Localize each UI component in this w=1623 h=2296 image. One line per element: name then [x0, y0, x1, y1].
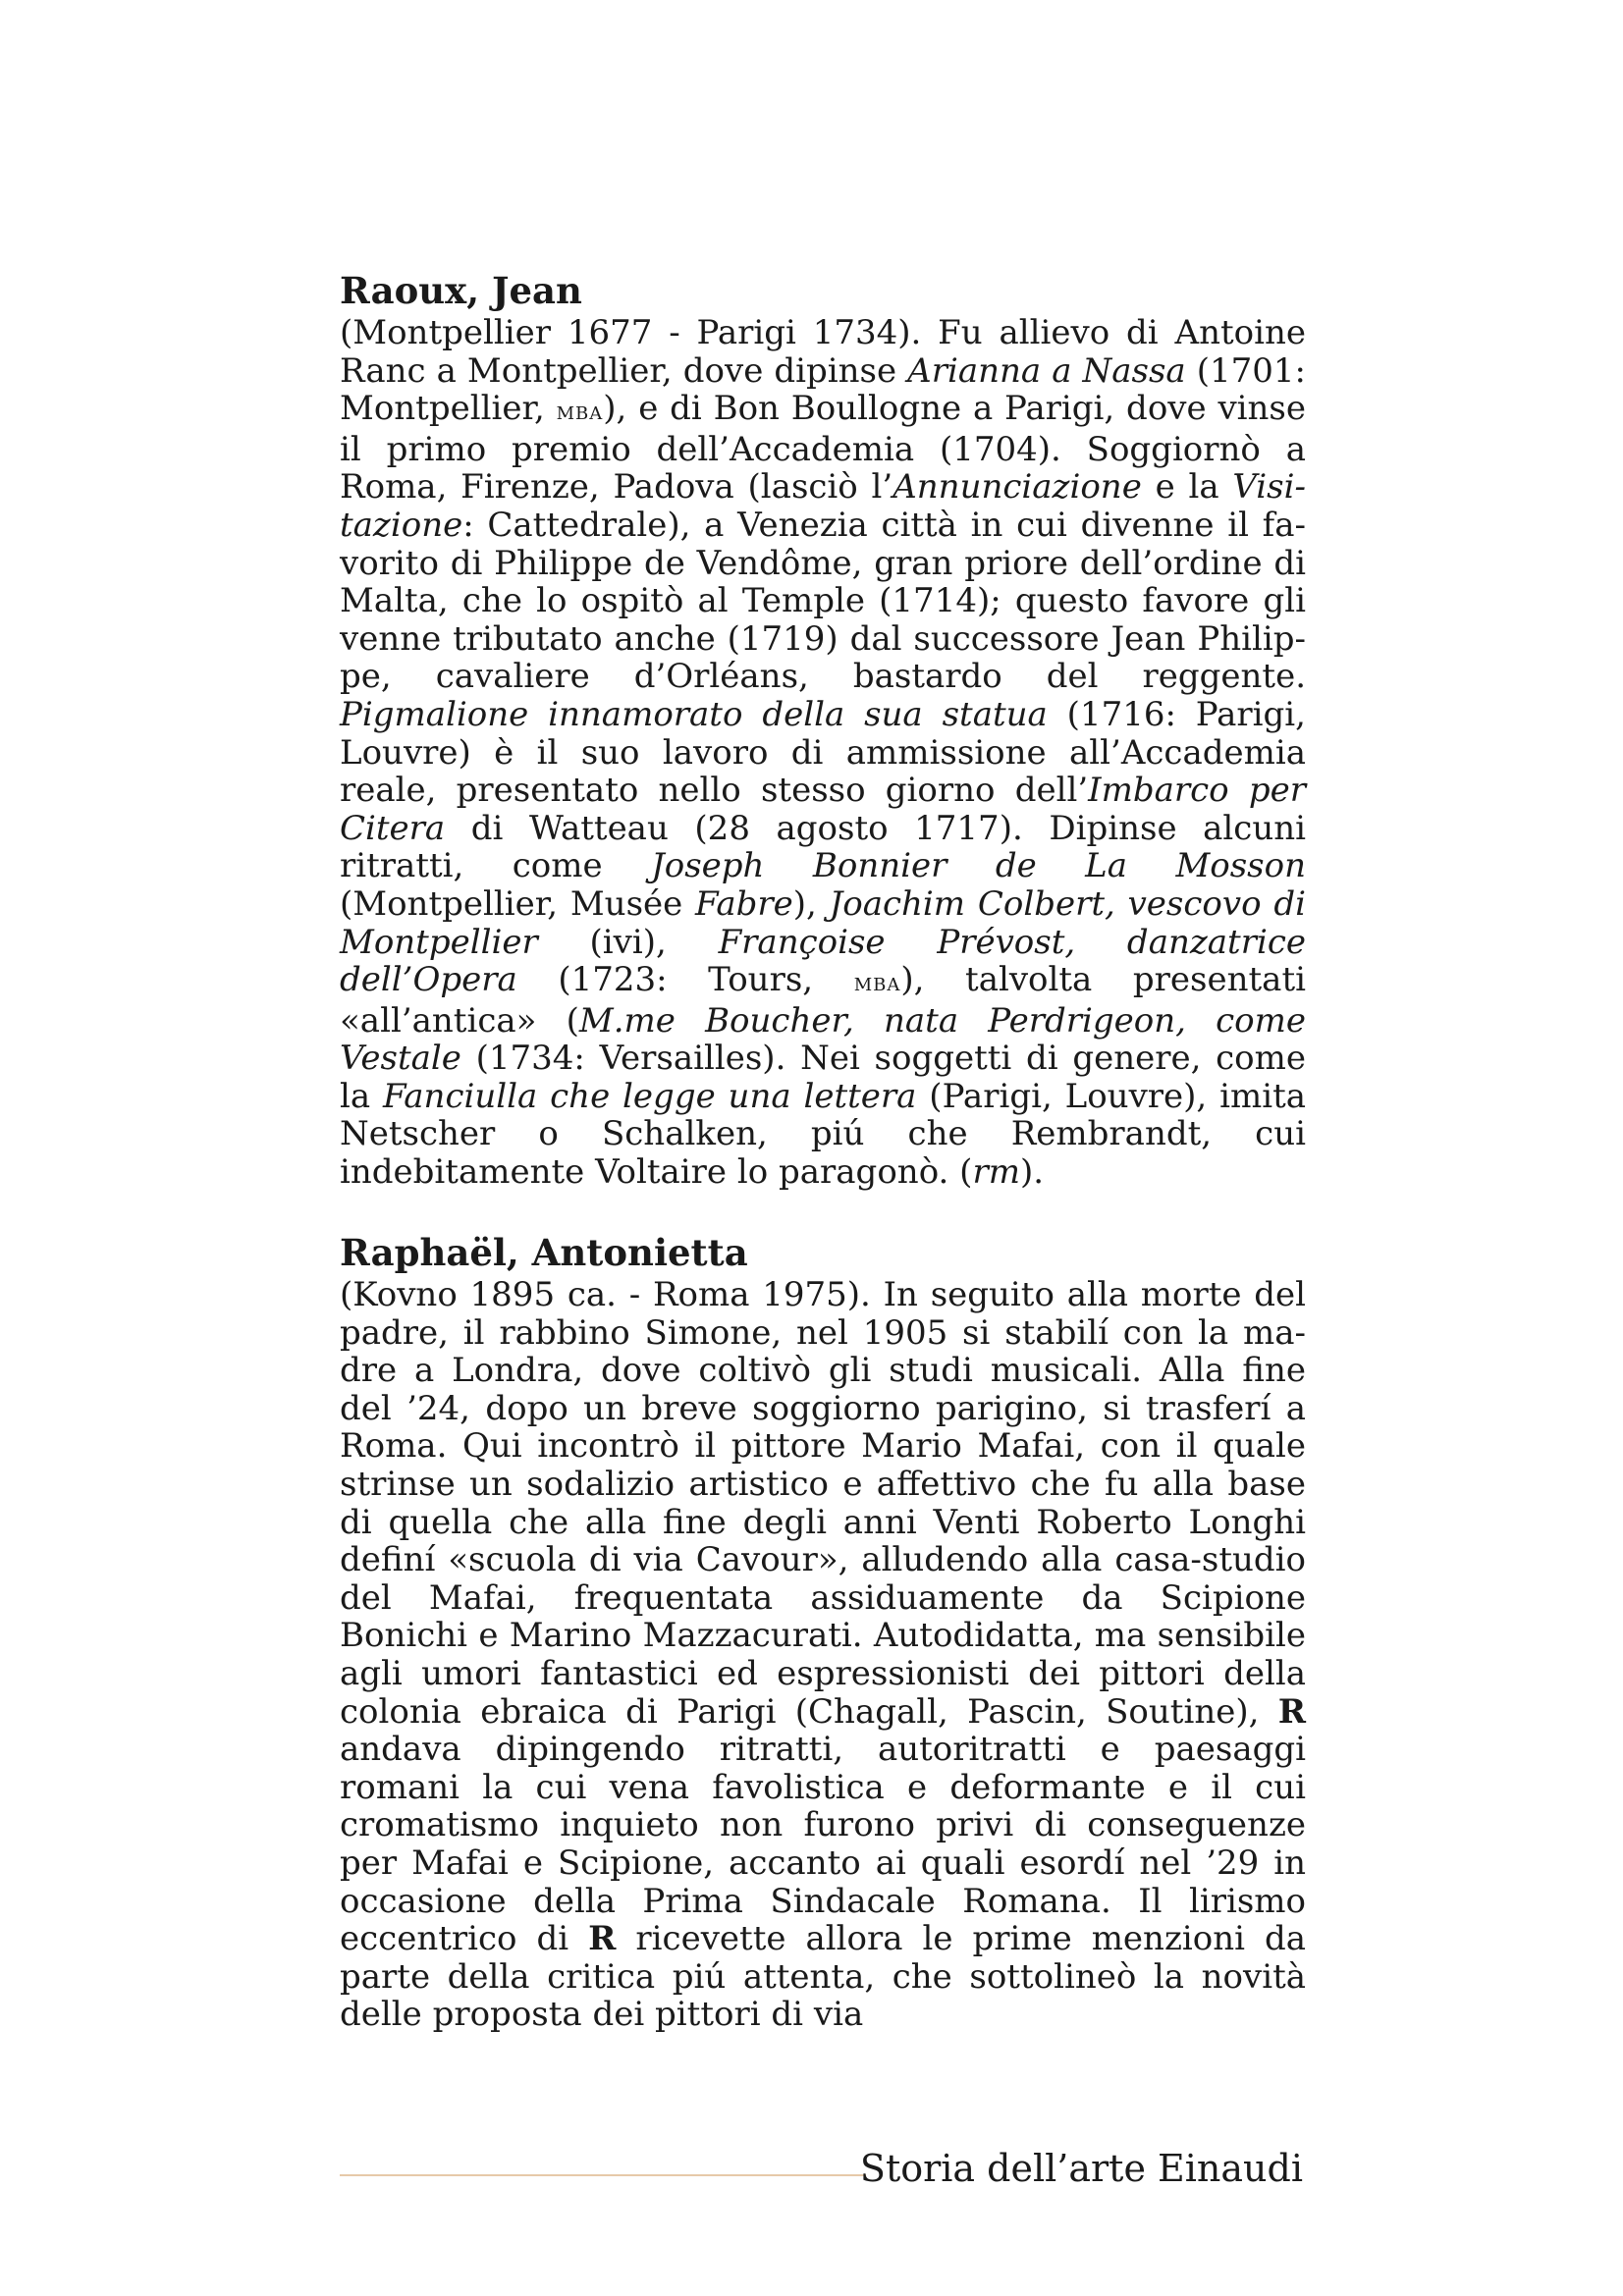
- entry-title: Raphaël, Antonietta: [340, 1231, 748, 1274]
- entry-title: Raoux, Jean: [340, 269, 582, 312]
- text-segment: (Montpellier 1677 - Parigi 1734). Fu allievo di Antoine Ranc a Montpellier, dove dipinse: [340, 313, 1306, 391]
- footer-publisher: Storia dell’arte Einaudi: [859, 2147, 1303, 2190]
- text-segment: ), talvolta presentati «all’antica» (: [340, 960, 1306, 1041]
- text-segment: (Montpellier, Musée: [340, 883, 696, 924]
- text-segment: Annunciazione: [893, 467, 1142, 507]
- text-segment: Visitazione: [340, 467, 1306, 545]
- text-segment: (Kovno 1895 ca. - Roma 1975). In seguito alla morte del padre, il rabbino Simone, nel 1905 si stabilí con la madre a Londra, dove coltivò gli studi musicali. Alla fine del ’24, dopo un breve soggiorno parigino, si trasferí a Roma. Qui incontrò il pittore Mario Mafai, con il quale strinse un sodalizio artistico e affettivo che fu alla base di quella che alla fine degli anni Venti Roberto Longhi definí «scuola di via Cavour», alludendo alla casa-studio del Mafai, frequentata assiduamente da Scipione Bonichi e Marino Mazzacurati. Autodidatta, ma sensibile agli umori fantastici ed espressionisti dei pittori della colonia ebraica di Parigi (Chagall, Pascin, Soutine),: [340, 1275, 1306, 1732]
- text-segment: (1716: Parigi, Louvre) è il suo lavoro di ammissione all’Accademia reale, presentato nello stesso giorno dell’: [340, 694, 1306, 811]
- text-segment: (1734: Versailles). Nei soggetti di genere, come la: [340, 1039, 1306, 1116]
- text-segment: mba: [556, 397, 604, 426]
- entry-raoux: [340, 271, 1306, 1192]
- entry-body: [340, 1276, 1306, 2034]
- text-segment: di Watteau (28 agosto 1717). Dipinse alcuni ritratti, come: [340, 808, 1306, 886]
- text-segment: (1701: Montpellier,: [340, 350, 1306, 429]
- entry-body: [340, 314, 1306, 1192]
- text-segment: R: [588, 1919, 617, 1959]
- text-segment: Joseph Bonnier de La Mosson: [651, 846, 1306, 886]
- text-segment: (Parigi, Louvre), imita Netscher o Schalken, piú che Rembrandt, cui indebitamente Voltaire lo paragonò. (: [340, 1076, 1306, 1193]
- text-segment: andava dipingendo ritratti, autoritratti e paesaggi romani la cui vena favolistica e deformante e il cui cromatismo inquieto non furono privi di conseguenze per Mafai e Scipione, accanto ai quali esordí nel ’29 in occasione della Prima Sindacale Romana. Il lirismo eccentrico di: [340, 1730, 1306, 1959]
- text-segment: ricevette allora le prime menzioni da parte della critica piú attenta, che sottolineò la novità delle proposta dei pittori di via: [340, 1919, 1307, 2035]
- text-segment: Arianna a Nassa: [907, 350, 1186, 391]
- text-segment: Françoise Prévost, danzatrice dell’Opera: [340, 922, 1306, 1000]
- text-segment: mba: [853, 968, 901, 997]
- text-segment: Joachim Colbert, vescovo di Montpellier: [340, 883, 1306, 962]
- text-segment: R: [1277, 1691, 1306, 1732]
- text-segment: Fabre: [695, 883, 793, 924]
- text-segment: (1723: Tours,: [516, 960, 854, 1000]
- text-segment: : Cattedrale), a Venezia città in cui divenne il favorito di Philippe de Vendôme, gran priore dell’ordine di Malta, che lo ospitò al Temple (1714); questo favore gli venne tributato anche (1719) dal successore Jean Philippe, cavaliere d’Orléans, bastardo del reggente.: [340, 505, 1306, 697]
- entry-raphael: [340, 1233, 1306, 2034]
- text-segment: Imbarco per Citera: [340, 771, 1306, 848]
- text-segment: e la: [1141, 467, 1233, 507]
- text-segment: Pigmalione innamorato della sua statua: [340, 694, 1048, 734]
- text-segment: ), e di Bon Boullogne a Parigi, dove vinse il primo premio dell’Accademia (1704). Soggiornò a Roma, Firenze, Padova (lasciò l’: [340, 389, 1306, 507]
- text-segment: (ivi),: [537, 922, 719, 962]
- text-segment: M.me Boucher, nata Perdrigeon, come Vestale: [340, 1000, 1306, 1079]
- text-segment: ),: [792, 883, 830, 924]
- footer-rule: [340, 2174, 866, 2176]
- text-segment: Fanciulla che legge una lettera: [383, 1076, 917, 1116]
- text-segment: ).: [1019, 1152, 1045, 1193]
- text-segment: rm: [972, 1152, 1020, 1193]
